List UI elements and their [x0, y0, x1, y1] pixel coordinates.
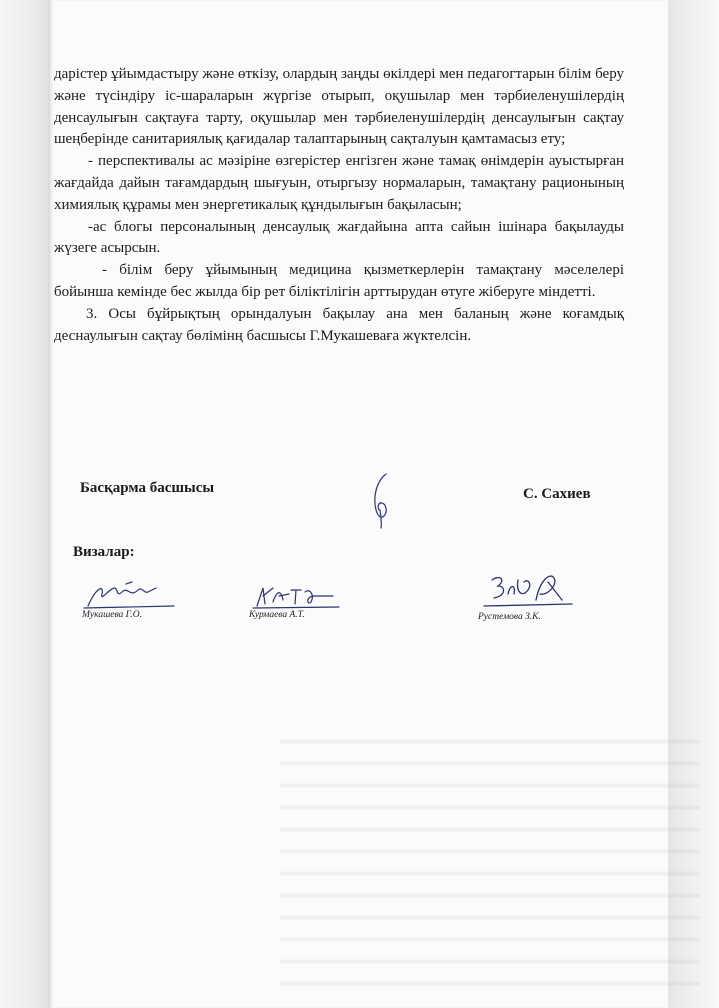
signature-rustemova-image	[478, 570, 578, 614]
visas-label: Визалар:	[73, 544, 135, 560]
paragraph-control-assignment: 3. Осы бұйрықтың орындалуын бақылау ана мен баланың және коғамдық деснаулығын сақтау бөлімінң басшысы Г.Мукашеваға жүктелсін.	[54, 305, 624, 344]
paragraph-food-block-staff: -ас блогы персоналының денсаулық жағдайына апта сайын ішінара бақылауды жүзеге асырсын.	[54, 218, 624, 257]
reverse-side-bleed-through	[280, 730, 700, 1000]
paragraph-medical-staff-training: - білім беру ұйымының медицина қызметкерлерін тамақтану мәселелері бойынша кемінде бес жылда бір рет біліктілігін арттырудан өтуге жіберуге міндетті.	[54, 262, 624, 300]
paragraph-menu-changes: - перспективалы ас мәзіріне өзгерістер енгізген және тамақ өнімдерін ауыстырған жағдайда дайын тағамдардың шығуын, отыргызу нормаларын, тамақтану рационының химиялық құрамы мен энергетикалық құндылығын бақыласын;	[54, 153, 624, 213]
document-body	[54, 64, 624, 347]
head-title: Басқарма басшысы	[80, 480, 215, 496]
visa-name: Мукашева Г.О.	[82, 610, 142, 620]
head-signature-image	[360, 470, 400, 530]
visa-rustemova	[478, 570, 578, 622]
visa-mukasheva	[82, 580, 177, 620]
paragraph-sanitary-rules: дарістер ұйымдастыру және өткізу, олардың заңды өкілдері мен педагогтарын білім беру және түсіндіру іс-шараларын жүргізе отырып, оқушылар мен тәрбиеленушілердің денсаулығын сақтауға тарту, оқушылар мен тәрбиеленушілердің денсаулығын сақтау шеңберінде санитариялық қағидалар талаптарының сақталуын қамтамасыз ету;	[54, 66, 624, 148]
signature-mukasheva-image	[82, 580, 177, 612]
visa-name: Курмаева А.Т.	[249, 610, 305, 620]
head-name: С. Сахиев	[523, 486, 591, 502]
visa-name: Рустемова З.К.	[478, 612, 541, 622]
visa-kurmaeva	[249, 582, 344, 620]
scan-background-left	[0, 0, 48, 1008]
signature-kurmaeva-image	[249, 582, 344, 612]
